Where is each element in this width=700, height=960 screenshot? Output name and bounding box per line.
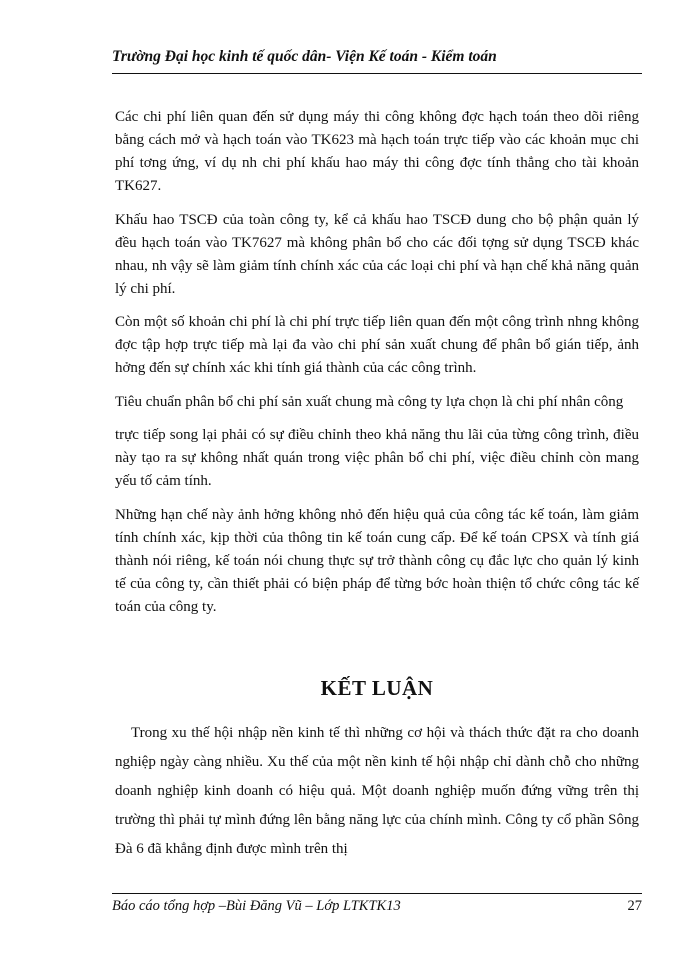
paragraph-adjustment: trực tiếp song lại phải có sự điều chỉnh theo khả năng thu lãi của từng công trình, điều này tạo ra sự không nhất quán trong việc phân bổ chi phí, việc điều chỉnh còn mang yếu tố cảm tính. xyxy=(115,427,639,489)
paragraph-direct-costs: Còn một số khoản chi phí là chi phí trực tiếp liên quan đến một công trình nhng không đợc tập hợp trực tiếp mà lại đa vào chi phí sản xuất chung để phân bổ gián tiếp, ảnh hởng đến sự chính xác khi tính giá thành của các công trình. xyxy=(115,314,639,376)
header-divider xyxy=(112,73,642,74)
page-number: 27 xyxy=(627,898,642,914)
paragraph-depreciation: Khấu hao TSCĐ của toàn công ty, kể cả khấu hao TSCĐ dung cho bộ phận quản lý đều hạch toán vào TK7627 mà không phân bổ cho các đối tợng sử dụng TSCĐ khác nhau, nh vậy sẽ làm giảm tính chính xác của các loại chi phí và hạn chế khả năng quản lý chi phí. xyxy=(115,211,639,297)
conclusion-heading: KẾT LUẬN xyxy=(320,676,434,700)
paragraph-machine-costs: Các chi phí liên quan đến sử dụng máy thi công không đợc hạch toán theo dõi riêng bằng cách mở và hạch toán vào TK623 mà hạch toán trực tiếp vào các khoản mục chi phí tơng ứng, ví dụ nh chi phí khấu hao máy thi công đợc tính thẳng cho tài khoản TK627. xyxy=(115,109,639,194)
conclusion-paragraph: Trong xu thế hội nhập nền kinh tế thì những cơ hội và thách thức đặt ra cho doanh nghiệp ngày càng nhiều. Xu thế của một nền kinh tế hội nhập chỉ dành chỗ cho những doanh nghiệp kinh doanh có hiệu quả. Một doanh nghiệp muốn đứng vững trên thị trường thì phải tự mình đứng lên bằng năng lực của chính mình. Công ty cổ phần Sông Đà 6 đã khẳng định được mình trên thị xyxy=(115,725,639,857)
footer-report-info: Báo cáo tổng hợp –Bùi Đăng Vũ – Lớp LTKTK13 xyxy=(112,898,401,914)
footer-divider xyxy=(112,893,642,894)
page-header-title: Trường Đại học kinh tế quốc dân- Viện Kế toán - Kiểm toán xyxy=(112,48,497,65)
paragraph-allocation-criteria: Tiêu chuẩn phân bổ chi phí sản xuất chung mà công ty lựa chọn là chi phí nhân công xyxy=(115,393,624,410)
paragraph-limitations: Những hạn chế này ảnh hởng không nhỏ đến hiệu quả của công tác kế toán, làm giảm tính chính xác, kịp thời của thông tin kế toán cung cấp. Để kế toán CPSX và tính giá thành nói riêng, kế toán nói chung thực sự trở thành công cụ đắc lực cho quản lý kinh tế của công ty, cần thiết phải có biện pháp để từng bớc hoàn thiện tổ chức công tác kế toán của công ty. xyxy=(115,506,639,615)
body-text xyxy=(115,106,639,629)
